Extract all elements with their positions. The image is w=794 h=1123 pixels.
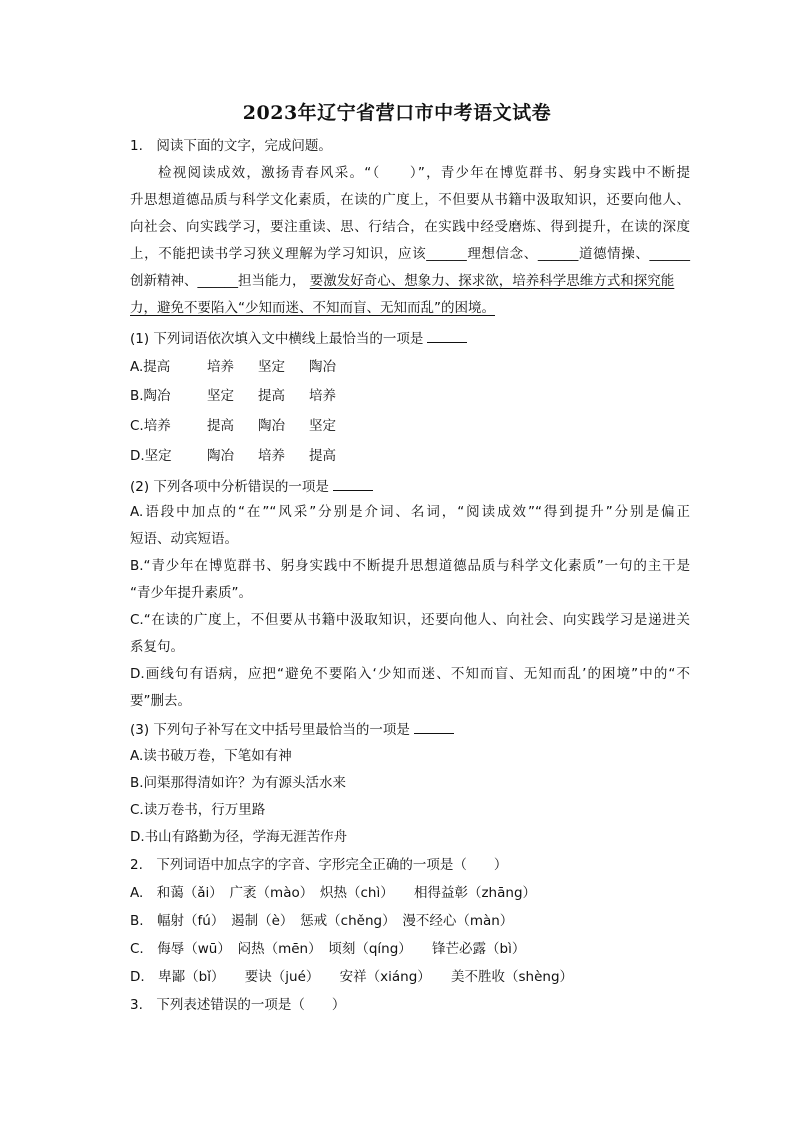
option-word: 坚定 (309, 418, 336, 434)
option-word: 培养 (309, 388, 336, 404)
q2-option: C. 侮辱（wū） 闷热（mēn） 顷刻（qíng） 锋芒必露（bì） (130, 941, 526, 957)
q1-sub2-line: B.“青少年在博览群书、躬身实践中不断提升思想道德品质与科学文化素质”一句的主干是 (130, 558, 690, 574)
q1-sub2-line: 系复句。 (130, 639, 184, 655)
q1-passage-line (130, 272, 690, 290)
answer-blank (333, 477, 373, 491)
q1-sub2-line: C.“在读的广度上，不但要从书籍中汲取知识，还要向他人、向社会、向实践学习是递进关 (130, 612, 690, 628)
option-word: 培养 (258, 448, 285, 464)
q1-passage-line: 检视阅读成效，激扬青春风采。“（ ）”，青少年在博览群书、躬身实践中不断提 (158, 165, 690, 181)
q1-underlined-sentence: 要激发好奇心、想象力、探求欲，培养科学思维方式和探究能 (309, 273, 675, 289)
option-word: 坚定 (258, 359, 285, 375)
option-word: 陶冶 (258, 418, 285, 434)
q1-passage-line: 上，不能把读书学习狭义理解为学习知识，应该______理想信念、______道德情操、______ (130, 246, 690, 262)
q3-stem: 3. 下列表述错误的一项是（ ） (130, 997, 346, 1013)
option-word: D.坚定 (130, 448, 172, 464)
q1-sub3-option: A.读书破万卷，下笔如有神 (130, 748, 292, 764)
q1-sub2-prompt-text: (2) 下列各项中分析错误的一项是 (130, 479, 329, 495)
q1-sub2-line: “青少年提升素质”。 (130, 585, 252, 601)
q1-sub3-option: D.书山有路勤为径，学海无涯苦作舟 (130, 829, 348, 845)
q2-option: B. 幅射（fú） 遏制（è） 惩戒（chěng） 漫不经心（màn） (130, 913, 514, 929)
option-word: 提高 (309, 448, 336, 464)
option-word: 提高 (207, 418, 234, 434)
answer-blank (414, 720, 454, 734)
q1-sub1-option (130, 387, 690, 405)
q1-sub1-prompt (130, 329, 690, 348)
q1-passage-line: 升思想道德品质与科学文化素质，在读的广度上，不但要从书籍中汲取知识，还要向他人、 (130, 192, 690, 208)
q1-sub1-option (130, 447, 690, 465)
q1-sub3-option: B.问渠那得清如许？为有源头活水来 (130, 775, 347, 791)
option-word: C.培养 (130, 418, 171, 434)
exam-title: 2023年辽宁省营口市中考语文试卷 (242, 102, 552, 124)
answer-blank (427, 329, 467, 343)
option-word: 提高 (258, 388, 285, 404)
option-word: 坚定 (207, 388, 234, 404)
option-word: A.提高 (130, 359, 171, 375)
q1-passage-line: 向社会、向实践学习，要注重读、思、行结合，在实践中经受磨炼、得到提升，在读的深度 (130, 219, 690, 235)
q1-sub2-prompt (130, 477, 690, 496)
q1-sub2-line: 要”删去。 (130, 693, 191, 709)
option-word: 培养 (207, 359, 234, 375)
q1-stem: 1. 阅读下面的文字，完成问题。 (130, 138, 332, 154)
q1-sub3-prompt-text: (3) 下列句子补写在文中括号里最恰当的一项是 (130, 722, 410, 738)
q1-sub1-option (130, 417, 690, 435)
q1-sub1-prompt-text: (1) 下列词语依次填入文中横线上最恰当的一项是 (130, 331, 424, 347)
q1-passage-plain: 创新精神、______担当能力， (130, 273, 306, 289)
option-word: 陶冶 (309, 359, 336, 375)
q1-sub2-line: A.语段中加点的“在”“风采”分别是介词、名词，“阅读成效”“得到提升”分别是偏正 (130, 504, 690, 520)
q1-sub1-option (130, 358, 690, 376)
q1-sub3-option: C.读万卷书，行万里路 (130, 802, 266, 818)
q1-underlined-sentence: 力，避免不要陷入“少知而迷、不知而盲、无知而乱”的困境。 (130, 300, 495, 316)
q1-sub3-prompt (130, 720, 690, 739)
q2-stem: 2. 下列词语中加点字的字音、字形完全正确的一项是（ ） (130, 857, 508, 873)
option-word: 陶冶 (207, 448, 234, 464)
q2-option: A. 和蔼（ǎi） 广袤（mào） 炽热（chì） 相得益彰（zhāng） (130, 885, 537, 901)
q1-sub2-line: D.画线句有语病，应把“避免不要陷入‘少知而迷、不知而盲、无知而乱’的困境”中的“不 (130, 666, 690, 682)
option-word: B.陶冶 (130, 388, 171, 404)
q1-sub2-line: 短语、动宾短语。 (130, 531, 238, 547)
q2-option: D. 卑鄙（bǐ） 要诀（jué） 安祥（xiáng） 美不胜收（shèng） (130, 969, 574, 985)
